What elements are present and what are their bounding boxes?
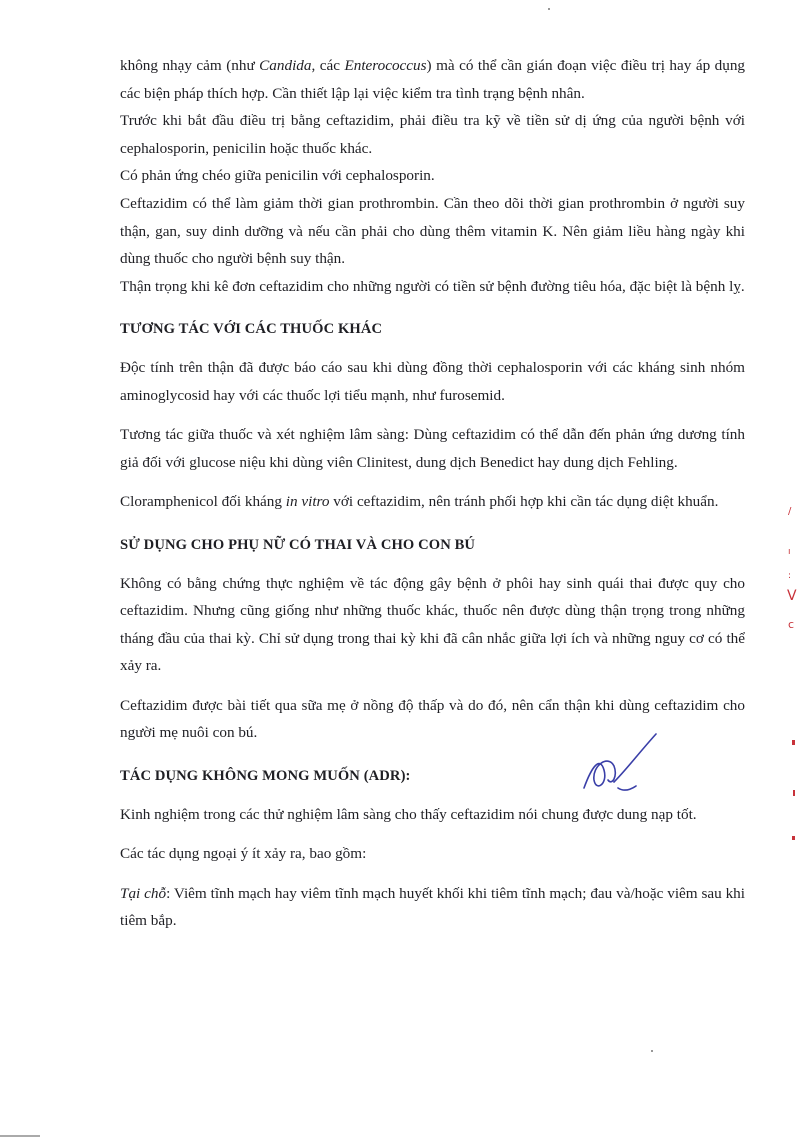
section-heading-adr: TÁC DỤNG KHÔNG MONG MUỐN (ADR): <box>120 768 411 785</box>
text-run: ) mà có thể cần gián đoạn việc điều trị hay áp dụng các biện pháp thích hợp. Cần thiết lập lại việc kiểm tra tình trạng bệnh nhân. <box>120 57 746 102</box>
section-heading-interactions: TƯƠNG TÁC VỚI CÁC THUỐC KHÁC <box>120 321 383 338</box>
paragraph: Không có bằng chứng thực nghiệm về tác động gây bệnh ở phôi hay sinh quái thai được quy cho ceftazidim. Nhưng cũng giống như những thuốc khác, thuốc nên được dùng thận trọng trong những tháng đầu của thai kỳ. Chỉ sử dụng trong thai kỳ khi đã cân nhắc giữa lợi ích và những nguy cơ có thể xảy ra. <box>120 574 745 675</box>
paragraph <box>120 488 745 516</box>
text-run: : Viêm tĩnh mạch hay viêm tĩnh mạch huyết khối khi tiêm tĩnh mạch; đau và/hoặc viêm sau khi tiêm bắp. <box>120 884 745 930</box>
text-run: Cloramphenicol đối kháng <box>120 493 286 511</box>
paragraph: Ceftazidim có thể làm giảm thời gian prothrombin. Cần theo dõi thời gian prothrombin ở người suy thận, gan, suy dinh dưỡng và nếu cần phải cho dùng thêm vitamin K. Nên giảm liều hàng ngày khi dùng thuốc cho người bệnh suy thận. <box>120 194 745 268</box>
paragraph: Tương tác giữa thuốc và xét nghiệm lâm sàng: Dùng ceftazidim có thể dẫn đến phản ứng dương tính giả đối với glucose niệu khi dùng viên Clinitest, dung dịch Benedict hay dung dịch Fehling. <box>120 426 745 471</box>
paragraph: Các tác dụng ngoại ý ít xảy ra, bao gồm: <box>120 845 367 863</box>
text-run: với ceftazidim, nên tránh phối hợp khi cần tác dụng diệt khuẩn. <box>329 493 719 511</box>
paragraph <box>120 880 745 935</box>
handwritten-signature <box>578 726 668 806</box>
paragraph: Trước khi bắt đầu điều trị bằng ceftazidim, phải điều tra kỹ về tiền sử dị ứng của người bệnh với cephalosporin, penicilin hoặc thuốc khác. <box>120 112 745 157</box>
section-heading-pregnancy: SỬ DỤNG CHO PHỤ NỮ CÓ THAI VÀ CHO CON BÚ <box>120 536 476 553</box>
svg-text:/: / <box>788 506 792 517</box>
stamp-edge-marks <box>786 500 800 860</box>
italic-term: in vitro <box>285 493 330 511</box>
paragraph <box>120 52 745 107</box>
italic-term: Tại chỗ <box>120 884 167 902</box>
text-run: không nhạy cảm (như <box>120 57 260 74</box>
paragraph: Độc tính trên thận đã được báo cáo sau khi dùng đồng thời cephalosporin với các kháng sinh nhóm aminoglycosid hay với các thuốc lợi tiểu mạnh, như furosemid. <box>120 358 745 404</box>
svg-text:ı: ı <box>788 547 791 557</box>
svg-text:V: V <box>787 588 797 604</box>
scan-speck <box>651 1050 653 1052</box>
paragraph: Thận trọng khi kê đơn ceftazidim cho những người có tiền sử bệnh đường tiêu hóa, đặc biệt là bệnh lỵ. <box>120 277 745 295</box>
svg-text::: : <box>788 571 792 581</box>
text-run: , các <box>311 57 345 74</box>
italic-term: Candida <box>259 57 312 74</box>
svg-text:c: c <box>788 618 795 631</box>
scan-speck <box>548 8 550 10</box>
paragraph: Có phản ứng chéo giữa penicilin với cephalosporin. <box>120 167 435 185</box>
paragraph: Kinh nghiệm trong các thử nghiệm lâm sàng cho thấy ceftazidim nói chung được dung nạp tốt. <box>120 805 697 823</box>
paragraph: Ceftazidim được bài tiết qua sữa mẹ ở nồng độ thấp và do đó, nên cẩn thận khi dùng ceftazidim cho người mẹ nuôi con bú. <box>120 696 745 742</box>
italic-term: Enterococcus <box>344 57 427 74</box>
